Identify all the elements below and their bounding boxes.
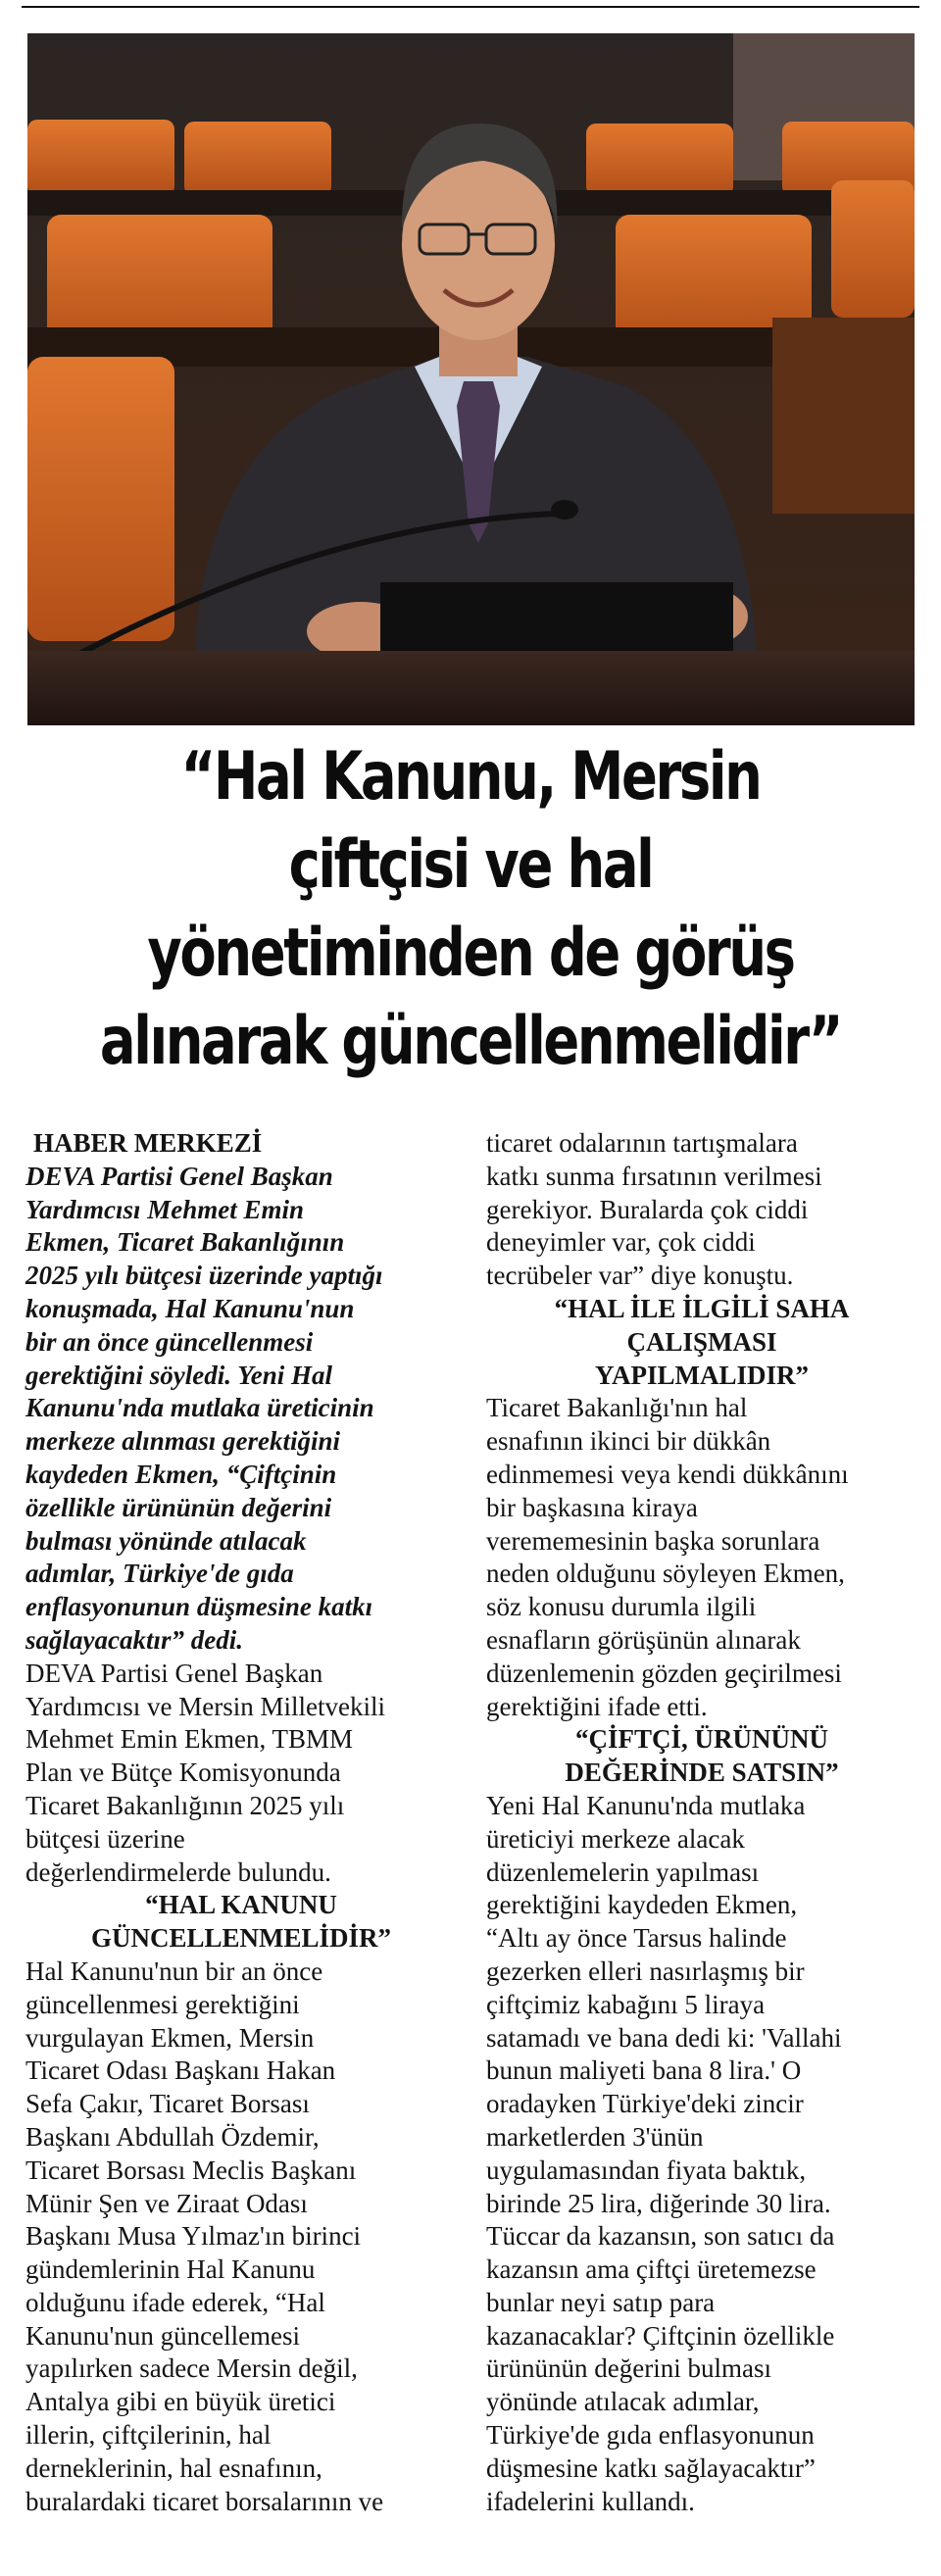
body-line: ticaret odalarının tartışmalara — [486, 1128, 798, 1158]
body-line: verememesinin başka sorunlara — [486, 1525, 820, 1556]
body-line: neden olduğunu söyleyen Ekmen, — [486, 1559, 845, 1589]
body-line: vurgulayan Ekmen, Mersin — [25, 2022, 315, 2053]
lead-line: bir an önce güncellenmesi — [25, 1326, 314, 1357]
lead-line: gerektiğini söyledi. Yeni Hal — [25, 1360, 332, 1390]
body-line: gerektiğini kaydeden Ekmen, — [486, 1890, 798, 1920]
body-line: “Altı ay önce Tarsus halinde — [486, 1923, 787, 1954]
intro-line: Yardımcısı ve Mersin Milletvekili — [25, 1691, 385, 1721]
body-line: Kanunu'nun güncellemesi — [25, 2320, 301, 2351]
subheading: “ÇİFTÇİ, ÜRÜNÜNÜ — [574, 1724, 828, 1755]
body-line: Ticaret Bakanlığı'nın hal — [486, 1393, 748, 1423]
body-line: satamadı ve bana dedi ki: 'Vallahi — [486, 2022, 842, 2053]
subheading: ÇALIŞMASI — [626, 1326, 777, 1357]
intro-line: değerlendirmelerde bulundu. — [25, 1857, 331, 1887]
intro-line: bütçesi üzerine — [25, 1823, 185, 1854]
lead-line: merkeze alınması gerektiğini — [25, 1426, 340, 1457]
headline-line: çiftçisi ve hal — [288, 826, 653, 904]
left-column — [25, 1127, 457, 2518]
lead-line: bulması yönünde atılacak — [25, 1525, 307, 1556]
body-line: ürününün değerini bulması — [486, 2353, 771, 2384]
lead-line: konuşmada, Hal Kanunu'nun — [25, 1293, 355, 1323]
body-line: Başkanı Musa Yılmaz'ın birinci — [25, 2221, 362, 2252]
body-line: Ticaret Odası Başkanı Hakan — [25, 2056, 336, 2086]
body-line: çiftçimiz kabağını 5 liraya — [486, 1989, 766, 2019]
subheading: YAPILMALIDIR” — [594, 1360, 810, 1390]
top-rule — [22, 6, 919, 8]
body-line: tecrübeler var” diye konuştu. — [486, 1261, 794, 1291]
right-column — [486, 1127, 917, 2518]
body-line: güncellenmesi gerektiğini — [25, 1989, 300, 2019]
body-line: söz konusu durumla ilgili — [486, 1592, 757, 1622]
body-line: buralardaki ticaret borsalarının ve — [25, 2486, 384, 2516]
lead-line: sağlayacaktır” dedi. — [25, 1624, 243, 1655]
body-line: oradayken Türkiye'deki zincir — [486, 2089, 804, 2119]
lead-line: 2025 yılı bütçesi üzerinde yaptığı — [25, 1261, 383, 1291]
intro-line: DEVA Partisi Genel Başkan — [25, 1658, 323, 1688]
body-line: kazansın ama çiftçi üretemezse — [486, 2254, 817, 2285]
body-line: Hal Kanunu'nun bir an önce — [25, 1956, 323, 1986]
lead-line: DEVA Partisi Genel Başkan — [25, 1161, 333, 1191]
body-line: Başkanı Abdullah Özdemir, — [25, 2121, 320, 2152]
body-line: gerektiğini ifade etti. — [486, 1691, 708, 1721]
body-line: edinmemesi veya kendi dükkânını — [486, 1459, 849, 1489]
headline-line: alınarak güncellenmelidir” — [99, 1003, 842, 1080]
body-line: üreticiyi merkeze alacak — [486, 1823, 745, 1854]
body-line: Antalya gibi en büyük üretici — [25, 2387, 336, 2417]
intro-line: Plan ve Bütçe Komisyonunda — [25, 1758, 341, 1788]
body-line: bir başkasına kiraya — [486, 1492, 698, 1522]
body-line: Yeni Hal Kanunu'nda mutlaka — [486, 1790, 806, 1820]
body-line: derneklerinin, hal esnafının, — [25, 2452, 322, 2483]
intro-line: Mehmet Emin Ekmen, TBMM — [25, 1724, 353, 1755]
subheading: “HAL KANUNU — [145, 1890, 337, 1920]
subheading: DEĞERİNDE SATSIN” — [565, 1758, 839, 1788]
lead-line: kaydeden Ekmen, “Çiftçinin — [25, 1459, 337, 1489]
body-line: Türkiye'de gıda enflasyonunun — [486, 2420, 815, 2451]
body-line: deneyimler var, çok ciddi — [486, 1227, 756, 1258]
subheading: “HAL İLE İLGİLİ SAHA — [554, 1293, 850, 1323]
headline — [94, 733, 847, 1125]
body-line: Münir Şen ve Ziraat Odası — [25, 2188, 308, 2218]
body-line: düşmesine katkı sağlayacaktır” — [486, 2452, 816, 2483]
body-line: Tüccar da kazansın, son satıcı da — [486, 2221, 835, 2252]
body-line: illerin, çiftçilerinin, hal — [25, 2420, 272, 2451]
intro-line: Ticaret Bakanlığının 2025 yılı — [25, 1790, 345, 1820]
body-line: düzenlemenin gözden geçirilmesi — [486, 1658, 842, 1688]
body-line: uygulamasından fiyata baktık, — [486, 2155, 807, 2185]
body-line: Ticaret Borsası Meclis Başkanı — [25, 2155, 357, 2185]
body-line: marketlerden 3'ünün — [486, 2121, 704, 2152]
portrait-photo-icon — [27, 33, 915, 725]
headline-line: “Hal Kanunu, Mersin — [180, 738, 761, 816]
lead-line: Yardımcısı Mehmet Emin — [25, 1194, 305, 1224]
lead-line: adımlar, Türkiye'de gıda — [25, 1559, 294, 1589]
subheading: GÜNCELLENMELİDİR” — [90, 1923, 392, 1954]
lead-line: Ekmen, Ticaret Bakanlığının — [25, 1227, 345, 1258]
lead-line: enflasyonunun düşmesine katkı — [25, 1592, 373, 1622]
body-line: düzenlemelerin yapılması — [486, 1857, 760, 1887]
lead-line: Kanunu'nda mutlaka üreticinin — [25, 1393, 374, 1423]
body-line: katkı sunma fırsatının verilmesi — [486, 1161, 822, 1191]
article-photo — [27, 33, 915, 725]
byline: HABER MERKEZİ — [33, 1128, 263, 1158]
body-line: esnafının ikinci bir dükkân — [486, 1426, 771, 1457]
body-line: Sefa Çakır, Ticaret Borsası — [25, 2089, 310, 2119]
body-line: esnafların görüşünün alınarak — [486, 1624, 801, 1655]
body-line: gündemlerinin Hal Kanunu — [25, 2254, 316, 2285]
body-line: yapılırken sadece Mersin değil, — [25, 2353, 358, 2384]
body-line: bunlar neyi satıp para — [486, 2287, 716, 2317]
headline-line: yönetiminden de görüş — [147, 915, 794, 992]
body-line: gezerken elleri nasırlaşmış bir — [486, 1956, 805, 1986]
lead-line: özellikle ürününün değerini — [25, 1492, 332, 1522]
body-line: birinde 25 lira, diğerinde 30 lira. — [486, 2188, 831, 2218]
body-line: yönünde atılacak adımlar, — [486, 2387, 760, 2417]
body-line: gerekiyor. Buralarda çok ciddi — [486, 1194, 809, 1224]
body-line: olduğunu ifade ederek, “Hal — [25, 2287, 325, 2317]
body-line: bunun maliyeti bana 8 lira.' O — [486, 2056, 802, 2086]
body-line: ifadelerini kullandı. — [486, 2486, 695, 2516]
body-line: kazanacaklar? Çiftçinin özellikle — [486, 2320, 835, 2351]
